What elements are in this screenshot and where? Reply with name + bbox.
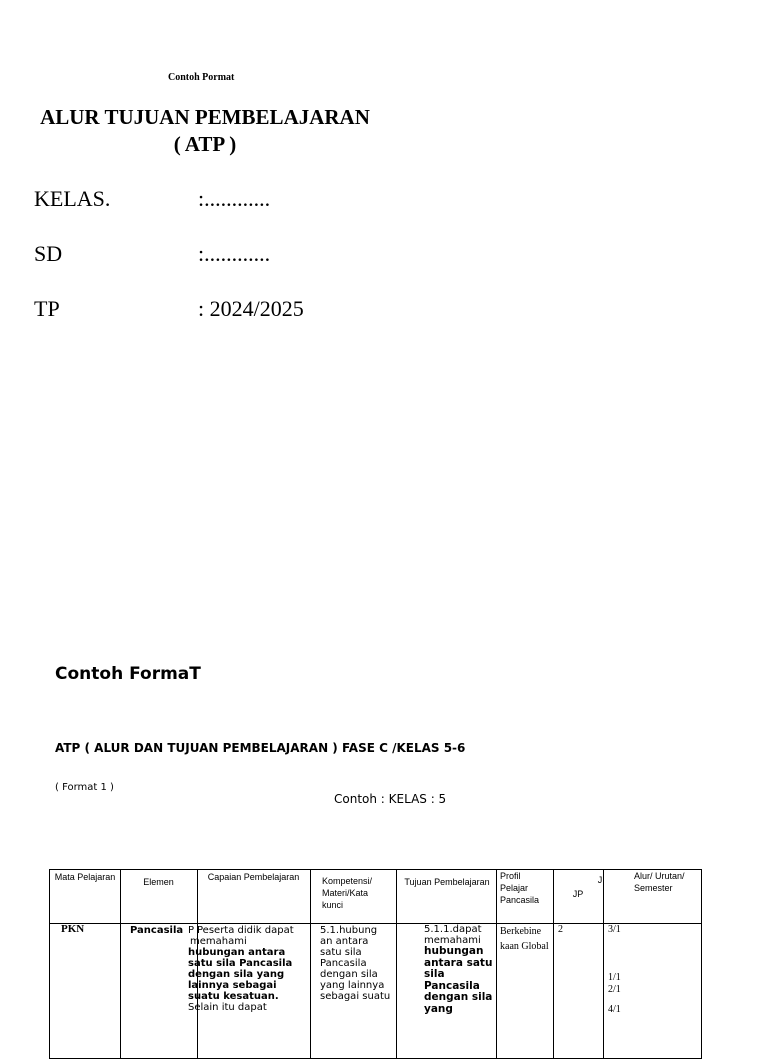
alur-item: 2/1	[608, 984, 621, 995]
atp-section-title: ATP ( ALUR DAN TUJUAN PEMBELAJARAN ) FASE C /KELAS 5-6	[55, 741, 466, 755]
info-value-sd: :............	[198, 241, 271, 266]
cell-kompetensi: 5.1.hubung an antara satu sila Pancasila dengan sila yang lainnya sebagai suatu	[320, 925, 391, 1002]
cell-elemen: Pancasila	[130, 925, 184, 936]
cell-profil: Berkebine kaan Global	[500, 926, 549, 952]
tujuan-line1: 5.1.1.dapat	[424, 924, 482, 935]
header-jp: JP	[572, 889, 584, 899]
header-capaian-pembelajaran: Capaian Pembelajaran	[207, 872, 300, 882]
header-alur: Alur/ Urutan/ Semester	[634, 871, 685, 893]
info-value-kelas: :............	[198, 186, 271, 211]
info-key-tp: TP	[34, 296, 60, 321]
cell-capaian	[188, 925, 308, 1013]
cp-line1: Peserta didik dapat	[197, 925, 294, 936]
header-mata-pelajaran: Mata Pelajaran	[54, 872, 116, 882]
format-note: ( Format 1 )	[55, 782, 114, 793]
cell-tujuan	[424, 924, 496, 1015]
header-kompetensi: Kompetensi/ Materi/Kata kunci	[322, 876, 373, 910]
info-key-kelas: KELAS.	[34, 186, 111, 211]
info-key-sd: SD	[34, 241, 63, 266]
small-format-label: Contoh Pormat	[168, 72, 235, 83]
header-elemen: Elemen	[143, 877, 174, 887]
header-j: J	[597, 875, 603, 885]
kelas-note: Contoh : KELAS : 5	[334, 792, 447, 806]
alur-item: 3/1	[608, 924, 621, 935]
cell-mapel: PKN	[61, 924, 85, 935]
alur-item: 1/1	[608, 972, 621, 983]
tujuan-line2: memahami	[424, 935, 481, 946]
document-title: ALUR TUJUAN PEMBELAJARAN ( ATP )	[40, 105, 370, 156]
info-value-tp: : 2024/2025	[198, 296, 304, 321]
cell-jp: 2	[558, 924, 563, 935]
cell-alur	[608, 924, 648, 1015]
header-profil-pelajar: Profil Pelajar Pancasila	[500, 871, 540, 905]
cp-line-last: Selain itu dapat	[188, 1002, 267, 1013]
cp-bold-text: hubungan antara satu sila Pancasila dengan sila yang lainnya sebagai suatu kesatuan.	[188, 947, 293, 1002]
atp-table	[49, 869, 702, 1059]
header-tujuan-pembelajaran: Tujuan Pembelajaran	[404, 877, 490, 887]
cell-elemen-extra: P	[188, 925, 195, 936]
alur-item: 4/1	[608, 1004, 621, 1015]
tujuan-bold-text: hubungan antara satu sila Pancasila dengan sila yang	[424, 945, 493, 1015]
cp-line2: memahami	[190, 936, 247, 947]
format-heading: Contoh FormaT	[55, 664, 201, 684]
